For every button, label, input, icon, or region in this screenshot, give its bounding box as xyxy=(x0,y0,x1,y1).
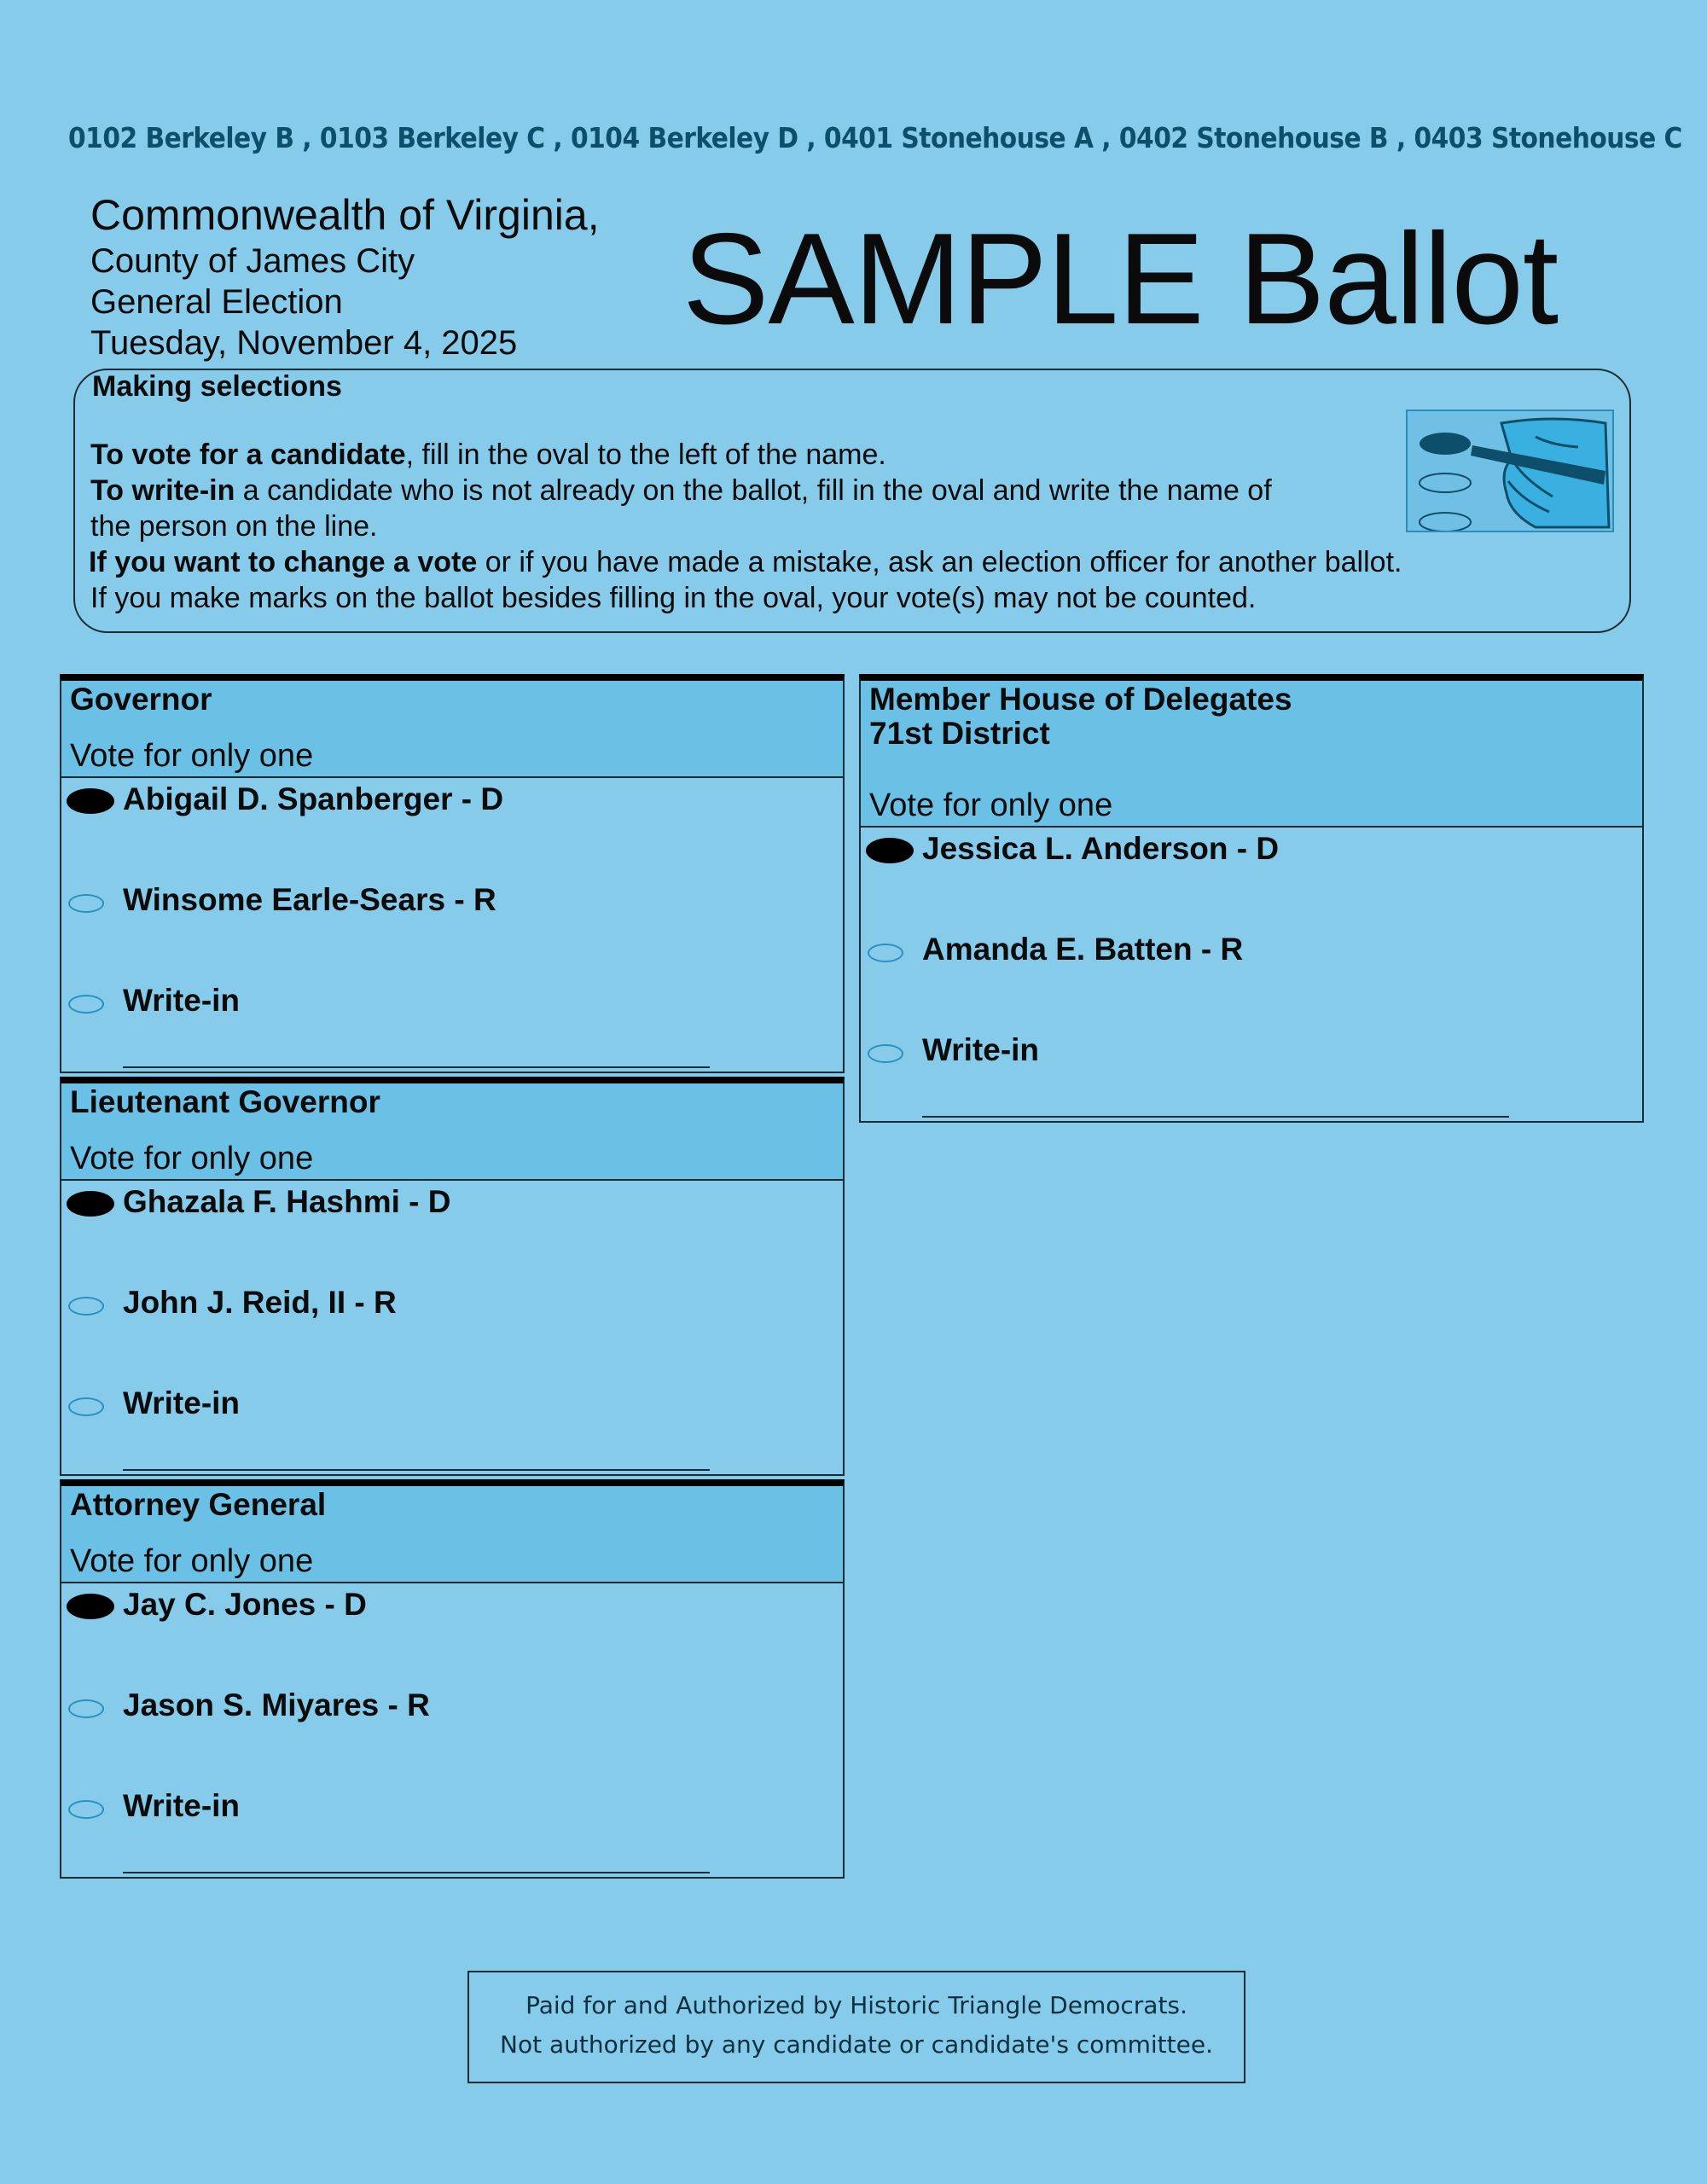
vote-for-instruction: Vote for only one xyxy=(70,1543,314,1579)
empty-oval-icon[interactable] xyxy=(68,1800,104,1819)
contest-lieutenant-governor xyxy=(60,1077,845,1476)
vote-for-instruction: Vote for only one xyxy=(70,738,314,774)
write-in-line[interactable] xyxy=(123,1469,710,1471)
write-in-label: Write-in xyxy=(123,983,241,1018)
paid-for-disclaimer xyxy=(467,1971,1245,2083)
instruction-text: or if you have made a mistake, ask an election officer for another ballot. xyxy=(477,546,1402,578)
instruction-bold: If you want to change a vote xyxy=(89,546,478,578)
candidate-name: Ghazala F. Hashmi - D xyxy=(123,1184,451,1219)
election-type: General Election xyxy=(90,283,343,321)
write-in-label: Write-in xyxy=(123,1788,241,1823)
candidate-option[interactable] xyxy=(61,781,843,833)
candidate-option[interactable] xyxy=(61,882,843,933)
empty-oval-icon[interactable] xyxy=(68,995,104,1014)
filled-oval-icon[interactable] xyxy=(67,788,114,814)
candidate-name: Jason S. Miyares - R xyxy=(123,1687,430,1722)
filled-oval-icon[interactable] xyxy=(866,838,914,863)
candidate-option[interactable] xyxy=(861,932,1642,983)
candidate-name: John J. Reid, II - R xyxy=(123,1285,397,1320)
write-in-line[interactable] xyxy=(123,1066,710,1068)
contest-header xyxy=(61,1486,843,1583)
contest-title: Attorney General xyxy=(70,1487,327,1522)
vote-for-instruction: Vote for only one xyxy=(869,787,1113,823)
empty-oval-icon[interactable] xyxy=(68,1397,104,1416)
contest-attorney-general xyxy=(60,1479,845,1879)
candidate-name: Abigail D. Spanberger - D xyxy=(123,781,504,816)
contest-house-of-delegates xyxy=(859,674,1644,1123)
write-in-label: Write-in xyxy=(922,1032,1040,1067)
candidate-option[interactable] xyxy=(61,1184,843,1235)
page-title: SAMPLE Ballot xyxy=(682,206,1559,351)
contest-header xyxy=(861,681,1642,828)
write-in-line[interactable] xyxy=(123,1872,710,1873)
filled-oval-icon[interactable] xyxy=(67,1191,114,1217)
candidate-option[interactable] xyxy=(61,1587,843,1638)
hand-marking-oval-icon xyxy=(1406,410,1614,532)
write-in-option[interactable] xyxy=(861,1032,1642,1083)
contest-header xyxy=(61,1083,843,1181)
instructions-heading: Making selections xyxy=(92,370,342,403)
instruction-text: a candidate who is not already on the ballot, fill in the oval and write the name of xyxy=(235,474,1272,507)
write-in-option[interactable] xyxy=(61,983,843,1034)
contest-governor xyxy=(60,674,845,1073)
candidate-name: Jay C. Jones - D xyxy=(123,1587,367,1622)
instructions-body xyxy=(90,437,1558,616)
empty-oval-icon[interactable] xyxy=(68,1699,104,1718)
candidate-name: Amanda E. Batten - R xyxy=(922,932,1244,967)
candidate-name: Jessica L. Anderson - D xyxy=(922,831,1280,866)
candidate-option[interactable] xyxy=(61,1687,843,1739)
disclaimer-line: Paid for and Authorized by Historic Triangle Democrats. xyxy=(525,1991,1187,2019)
contest-header xyxy=(61,681,843,778)
county-name: County of James City xyxy=(90,242,415,280)
instruction-text: , fill in the oval to the left of the name. xyxy=(405,439,886,471)
election-header xyxy=(90,189,600,363)
instruction-line: the person on the line. xyxy=(90,510,378,543)
instructions-box xyxy=(73,369,1631,633)
empty-oval-icon[interactable] xyxy=(68,1297,104,1316)
vote-for-instruction: Vote for only one xyxy=(70,1141,314,1176)
precinct-list: 0102 Berkeley B , 0103 Berkeley C , 0104 Berkeley D , 0401 Stonehouse A , 0402 Stonehouse B , 0403 Stonehouse C xyxy=(68,121,1682,154)
empty-oval-icon[interactable] xyxy=(868,1044,903,1063)
state-name: Commonwealth of Virginia, xyxy=(90,191,600,239)
candidate-name: Winsome Earle-Sears - R xyxy=(123,882,496,917)
write-in-option[interactable] xyxy=(61,1788,843,1839)
write-in-option[interactable] xyxy=(61,1385,843,1437)
filled-oval-icon[interactable] xyxy=(67,1594,114,1619)
empty-oval-icon[interactable] xyxy=(68,894,104,913)
contest-title: Governor xyxy=(70,682,212,717)
contest-title xyxy=(869,682,1292,751)
instruction-line xyxy=(90,473,1558,508)
candidate-option[interactable] xyxy=(61,1285,843,1336)
write-in-line[interactable] xyxy=(922,1116,1509,1118)
contest-district: 71st District xyxy=(869,716,1050,751)
instruction-bold: To vote for a candidate xyxy=(90,439,406,471)
instruction-line xyxy=(90,437,1558,473)
instruction-line: If you make marks on the ballot besides filling in the oval, your vote(s) may not be counted. xyxy=(90,582,1257,614)
instruction-bold: To write-in xyxy=(90,474,235,507)
contest-title-line: Member House of Delegates xyxy=(869,682,1292,717)
instruction-line xyxy=(89,544,1558,580)
write-in-label: Write-in xyxy=(123,1385,241,1420)
candidate-option[interactable] xyxy=(861,831,1642,882)
disclaimer-line: Not authorized by any candidate or candidate's committee. xyxy=(500,2030,1213,2059)
election-date: Tuesday, November 4, 2025 xyxy=(90,324,518,362)
contest-title: Lieutenant Governor xyxy=(70,1084,380,1119)
empty-oval-icon[interactable] xyxy=(868,944,903,962)
